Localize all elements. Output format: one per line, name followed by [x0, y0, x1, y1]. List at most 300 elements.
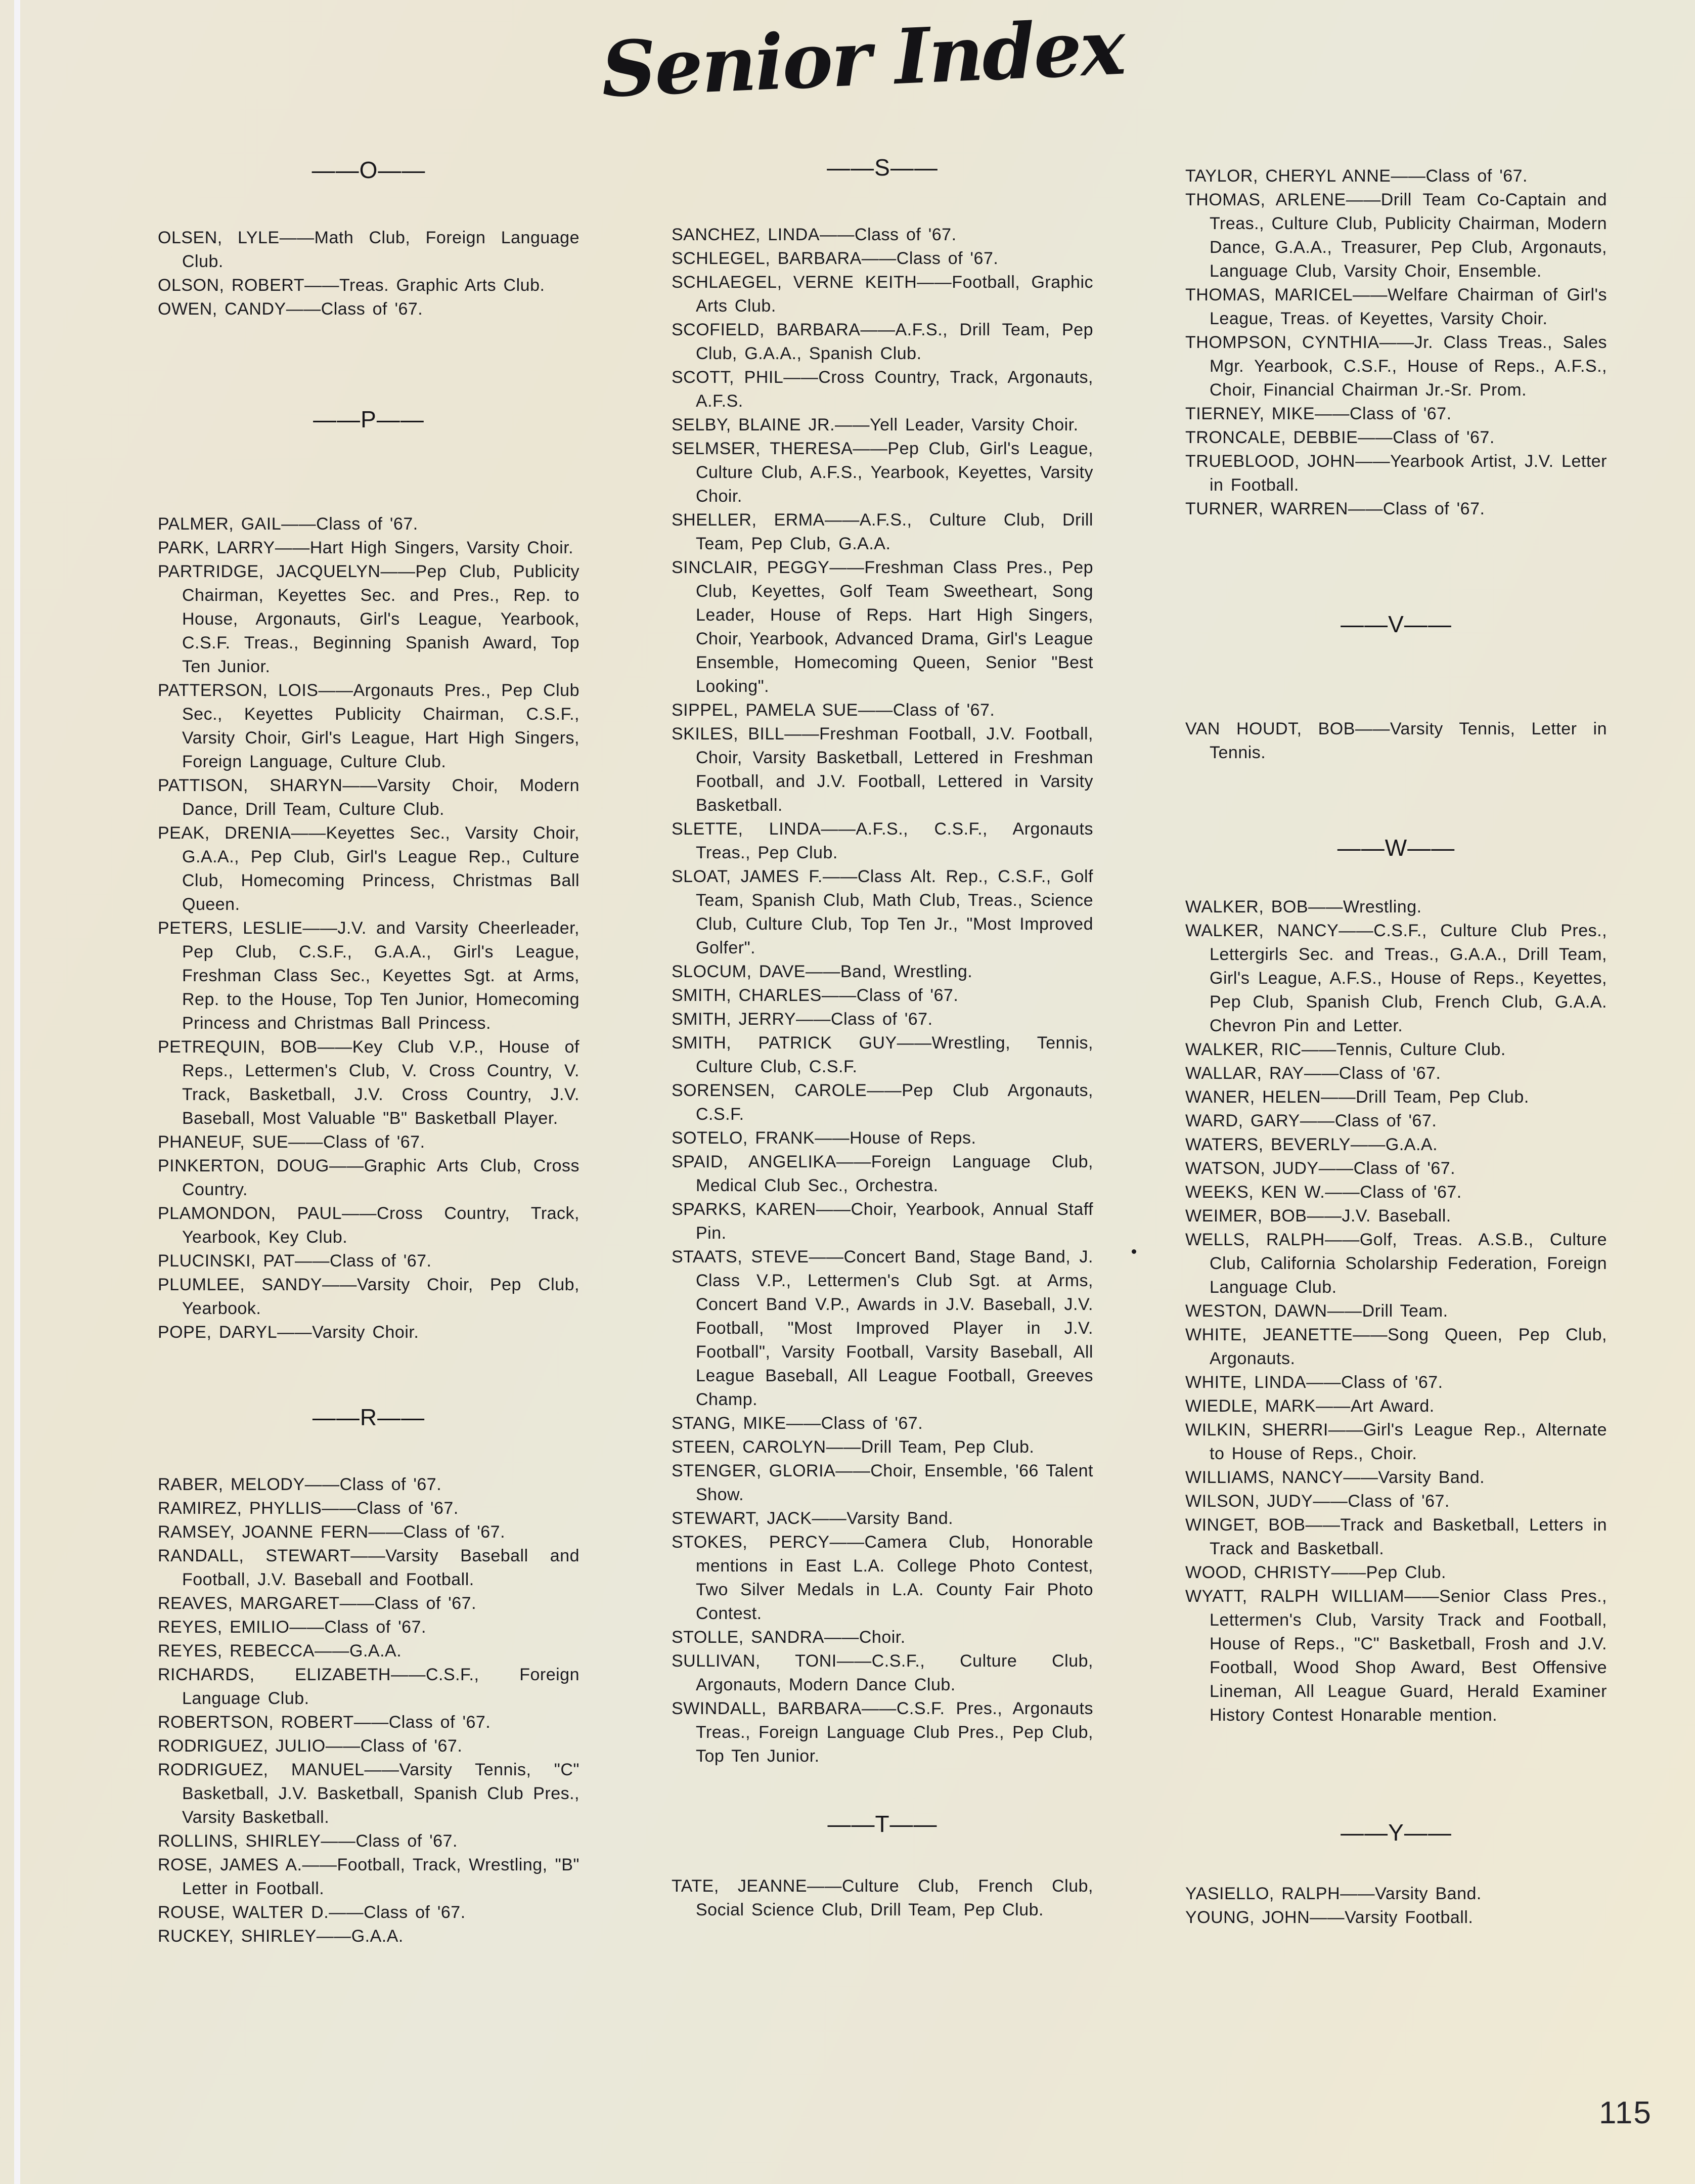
name-activities-separator: ——	[815, 1128, 850, 1148]
header-letter: P	[361, 406, 377, 432]
index-entry	[672, 1031, 1093, 1079]
index-entry	[1185, 1299, 1607, 1323]
entry-activities: Class of '67.	[1341, 1373, 1443, 1392]
section-header-v	[1185, 611, 1607, 637]
index-entry	[158, 1711, 579, 1734]
index-entry	[1185, 331, 1607, 402]
entry-name: YOUNG, JOHN	[1185, 1908, 1310, 1927]
entry-activities: Class of '67.	[374, 1594, 477, 1613]
name-activities-separator: ——	[1308, 897, 1344, 916]
entry-activities: House of Reps.	[850, 1128, 976, 1148]
entry-name: WALKER, RIC	[1185, 1040, 1302, 1059]
index-entry	[158, 297, 579, 321]
entry-name: TURNER, WARREN	[1185, 499, 1348, 518]
header-dash: ——	[1341, 611, 1389, 637]
section-header-y	[1185, 1819, 1607, 1846]
index-entry	[672, 984, 1093, 1008]
entry-name: PATTISON, SHARYN	[158, 776, 343, 795]
name-activities-separator: ——	[1318, 1159, 1354, 1178]
name-activities-separator: ——	[1301, 1040, 1336, 1059]
name-activities-separator: ——	[350, 1546, 386, 1565]
entry-name: SINCLAIR, PEGGY	[672, 558, 830, 577]
entry-activities: Choir, Ensemble, '66 Talent Show.	[696, 1461, 1094, 1504]
entry-activities: Freshman Football, J.V. Football, Choir, Varsity Basketball, Lettered in Freshman Football, and J.V. Football, Lettered in Varsity Basketball.	[696, 724, 1093, 815]
section-header-p	[158, 406, 579, 432]
index-entry	[1185, 1585, 1607, 1727]
entry-activities: Culture Club, French Club, Social Science Club, Drill Team, Pep Club.	[696, 1876, 1093, 1919]
entry-name: SMITH, PATRICK GUY	[672, 1033, 897, 1053]
index-entry	[158, 1592, 579, 1615]
entry-name: RABER, MELODY	[158, 1475, 305, 1494]
entry-name: WYATT, RALPH WILLIAM	[1185, 1587, 1405, 1606]
entry-name: REAVES, MARGARET	[158, 1594, 340, 1613]
entry-activities: Class of '67.	[1350, 404, 1452, 423]
index-entry	[1185, 1038, 1607, 1062]
name-activities-separator: ——	[1339, 921, 1374, 940]
name-activities-separator: ——	[315, 1641, 350, 1661]
entry-activities: Class of '67.	[896, 249, 999, 268]
entry-name: STOLLE, SANDRA	[672, 1628, 824, 1647]
index-entry	[158, 1925, 579, 1948]
entry-activities: Varsity Band.	[1378, 1468, 1485, 1487]
name-activities-separator: ——	[291, 823, 326, 843]
entry-name: WHITE, LINDA	[1185, 1373, 1307, 1392]
header-letter: O	[359, 157, 378, 183]
index-entry	[1185, 1157, 1607, 1181]
index-entry	[158, 1663, 579, 1711]
entry-name: STENGER, GLORIA	[672, 1461, 836, 1480]
header-dash: ——	[1341, 1819, 1389, 1846]
entry-name: SULLIVAN, TONI	[672, 1651, 837, 1671]
entry-activities: Pep Club, Publicity Chairman, Keyettes Sec. and Pres., Rep. to House, Argonauts, Girl's League, Yearbook, C.S.F. Treas., Beginning Spanish Award, Top Ten Junior.	[182, 562, 579, 676]
index-entry	[158, 1249, 579, 1273]
entry-activities: Varsity Choir.	[312, 1323, 419, 1342]
index-entry	[672, 437, 1093, 508]
name-activities-separator: ——	[1340, 1884, 1375, 1903]
name-activities-separator: ——	[1304, 1064, 1339, 1083]
index-entry	[1185, 1882, 1607, 1906]
name-activities-separator: ——	[820, 225, 855, 244]
entry-name: WATERS, BEVERLY	[1185, 1135, 1351, 1154]
entry-name: WEIMER, BOB	[1185, 1206, 1307, 1226]
name-activities-separator: ——	[288, 1132, 323, 1152]
index-entry	[1185, 1906, 1607, 1930]
index-entry	[158, 512, 579, 536]
entry-activities: G.A.A.	[1385, 1135, 1438, 1154]
entry-name: ROLLINS, SHIRLEY	[158, 1831, 321, 1851]
name-activities-separator: ——	[322, 1499, 357, 1518]
entry-activities: Class of '67.	[364, 1903, 466, 1922]
index-entry	[672, 722, 1093, 817]
name-activities-separator: ——	[390, 1665, 426, 1684]
index-entry	[158, 560, 579, 679]
index-entry	[158, 1202, 579, 1249]
entry-activities: Varsity Band.	[1375, 1884, 1482, 1903]
index-entry	[1185, 1490, 1607, 1513]
name-activities-separator: ——	[860, 320, 896, 339]
entry-activities: Class of '67.	[321, 299, 423, 319]
index-column-2	[672, 154, 1093, 1922]
scan-gutter-artifact	[14, 0, 20, 2184]
name-activities-separator: ——	[1315, 1396, 1351, 1416]
header-dash: ——	[1404, 1819, 1452, 1846]
name-activities-separator: ——	[317, 1037, 352, 1057]
name-activities-separator: ——	[821, 819, 856, 839]
entry-name: SELBY, BLAINE JR.	[672, 415, 835, 434]
name-activities-separator: ——	[836, 1152, 871, 1171]
entry-name: ROSE, JAMES A.	[158, 1855, 302, 1874]
name-activities-separator: ——	[380, 562, 416, 581]
entry-name: RODRIGUEZ, MANUEL	[158, 1760, 365, 1779]
entry-name: SLOCUM, DAVE	[672, 962, 806, 981]
entry-activities: Song Queen, Pep Club, Argonauts.	[1210, 1325, 1607, 1368]
name-activities-separator: ——	[316, 1927, 351, 1946]
name-activities-separator: ——	[302, 919, 338, 938]
entry-name: TATE, JEANNE	[672, 1876, 808, 1896]
entry-name: SWINDALL, BARBARA	[672, 1699, 862, 1718]
entry-activities: Class of '67.	[821, 1414, 923, 1433]
entry-activities: Varsity Band.	[846, 1509, 954, 1528]
name-activities-separator: ——	[1307, 1206, 1342, 1226]
entry-activities: Art Award.	[1350, 1396, 1435, 1416]
entry-name: WILLIAMS, NANCY	[1185, 1468, 1344, 1487]
name-activities-separator: ——	[1321, 1087, 1356, 1107]
entry-activities: C.S.F., Foreign Language Club.	[182, 1665, 579, 1708]
entry-name: OLSON, ROBERT	[158, 276, 304, 295]
index-entry	[158, 1544, 579, 1592]
name-activities-separator: ——	[824, 510, 860, 530]
index-entry	[672, 1008, 1093, 1031]
header-letter: Y	[1388, 1819, 1404, 1846]
entry-name: PLUMLEE, SANDY	[158, 1275, 322, 1294]
index-entry	[672, 1198, 1093, 1245]
entry-activities: C.S.F., Culture Club, Argonauts, Modern Dance Club.	[696, 1651, 1093, 1694]
name-activities-separator: ——	[277, 1323, 313, 1342]
entry-name: WARD, GARY	[1185, 1111, 1300, 1130]
entry-activities: Freshman Class Pres., Pep Club, Keyettes, Golf Team Sweetheart, Song Leader, House of Reps. Hart High Singers, Choir, Yearbook, Advanced Drama, Girl's League Ensemble, Homecoming Queen, Senior "Best Looking".	[696, 558, 1094, 696]
entry-name: WILSON, JUDY	[1185, 1492, 1313, 1511]
index-entry	[158, 1758, 579, 1829]
name-activities-separator: ——	[318, 681, 353, 700]
entry-name: PATTERSON, LOIS	[158, 681, 319, 700]
name-activities-separator: ——	[917, 273, 952, 292]
entry-name: TRUEBLOOD, JOHN	[1185, 452, 1356, 471]
name-activities-separator: ——	[861, 249, 897, 268]
entry-name: SOTELO, FRANK	[672, 1128, 815, 1148]
entry-activities: Track and Basketball, Letters in Track and Basketball.	[1210, 1515, 1607, 1558]
entry-name: STEWART, JACK	[672, 1509, 812, 1528]
index-entry	[672, 1507, 1093, 1531]
entry-activities: Class of '67.	[856, 986, 959, 1005]
entry-name: OLSEN, LYLE	[158, 228, 280, 247]
entry-name: WIEDLE, MARK	[1185, 1396, 1316, 1416]
entry-name: VAN HOUDT, BOB	[1185, 719, 1355, 738]
header-dash: ——	[311, 157, 360, 183]
name-activities-separator: ——	[784, 724, 820, 744]
entry-name: PEAK, DRENIA	[158, 823, 291, 843]
entry-name: PINKERTON, DOUG	[158, 1156, 329, 1175]
entry-activities: Treas. Graphic Arts Club.	[339, 276, 545, 295]
entry-name: SLETTE, LINDA	[672, 819, 821, 839]
entry-activities: Class of '67.	[1334, 1111, 1437, 1130]
entry-activities: A.F.S., C.S.F., Argonauts Treas., Pep Club.	[696, 819, 1093, 862]
index-entry	[672, 1626, 1093, 1649]
entry-activities: Football, Graphic Arts Club.	[696, 273, 1094, 316]
name-activities-separator: ——	[1355, 719, 1390, 738]
name-activities-separator: ——	[1355, 452, 1391, 471]
header-letter: R	[360, 1404, 378, 1430]
entry-name: STANG, MIKE	[672, 1414, 786, 1433]
name-activities-separator: ——	[826, 1437, 861, 1457]
index-entry	[158, 1829, 579, 1853]
header-dash: ——	[312, 1404, 360, 1430]
entry-activities: Drill Team, Pep Club.	[861, 1437, 1035, 1457]
entry-name: SLOAT, JAMES F.	[672, 867, 823, 886]
index-entry	[1185, 1181, 1607, 1204]
name-activities-separator: ——	[812, 1509, 847, 1528]
entry-activities: Golf, Treas. A.S.B., Culture Club, California Scholarship Federation, Foreign Language Club.	[1210, 1230, 1607, 1297]
index-entry	[672, 318, 1093, 366]
entry-activities: Class of '67.	[1339, 1064, 1441, 1083]
index-entry	[672, 1697, 1093, 1768]
entry-name: WEEKS, KEN W.	[1185, 1183, 1325, 1202]
page-number: 115	[1599, 2095, 1652, 2130]
name-activities-separator: ——	[1306, 1373, 1342, 1392]
entry-name: WALLAR, RAY	[1185, 1064, 1304, 1083]
name-activities-separator: ——	[858, 701, 893, 720]
entry-name: SCOFIELD, BARBARA	[672, 320, 861, 339]
section-header-s	[672, 154, 1093, 181]
index-entry	[158, 1035, 579, 1130]
entry-name: SORENSEN, CAROLE	[672, 1081, 867, 1100]
entry-activities: Tennis, Culture Club.	[1336, 1040, 1506, 1059]
name-activities-separator: ——	[1343, 1468, 1378, 1487]
entry-name: SHELLER, ERMA	[672, 510, 825, 530]
entry-name: STEEN, CAROLYN	[672, 1437, 826, 1457]
header-dash: ——	[827, 1811, 875, 1837]
header-dash: ——	[378, 157, 426, 183]
entry-activities: Cross Country, Track, Argonauts, A.F.S.	[696, 368, 1093, 411]
entry-name: TIERNEY, MIKE	[1185, 404, 1315, 423]
header-dash: ——	[313, 406, 361, 432]
name-activities-separator: ——	[1315, 404, 1350, 423]
name-activities-separator: ——	[286, 299, 321, 319]
index-entry	[158, 1639, 579, 1663]
index-entry	[1185, 188, 1607, 283]
index-entry	[672, 1531, 1093, 1626]
index-entry	[672, 1079, 1093, 1126]
entry-name: THOMPSON, CYNTHIA	[1185, 333, 1379, 352]
name-activities-separator: ——	[341, 1204, 377, 1223]
name-activities-separator: ——	[835, 415, 870, 434]
index-entry	[1185, 1371, 1607, 1394]
header-dash: ——	[1337, 835, 1385, 861]
entry-name: RICHARDS, ELIZABETH	[158, 1665, 391, 1684]
index-entry	[672, 247, 1093, 271]
name-activities-separator: ——	[1328, 1420, 1363, 1439]
name-activities-separator: ——	[836, 1651, 872, 1671]
section-header-o	[158, 157, 579, 183]
index-entry	[1185, 1109, 1607, 1133]
entry-name: SIPPEL, PAMELA SUE	[672, 701, 858, 720]
name-activities-separator: ——	[807, 1876, 842, 1896]
name-activities-separator: ——	[353, 1713, 389, 1732]
index-entry	[158, 1520, 579, 1544]
entry-name: PETREQUIN, BOB	[158, 1037, 318, 1057]
entry-activities: Math Club, Foreign Language Club.	[182, 228, 579, 271]
index-entry	[672, 1649, 1093, 1697]
header-letter: V	[1388, 611, 1404, 637]
entry-name: RAMIREZ, PHYLLIS	[158, 1499, 322, 1518]
index-entry	[158, 774, 579, 821]
entry-activities: Yell Leader, Varsity Choir.	[870, 415, 1079, 434]
entry-activities: Foreign Language Club, Medical Club Sec., Orchestra.	[696, 1152, 1094, 1195]
entry-activities: Class of '67.	[329, 1251, 432, 1271]
entry-name: PLAMONDON, PAUL	[158, 1204, 342, 1223]
index-column-3	[1185, 164, 1607, 1930]
entry-activities: Pep Club Argonauts, C.S.F.	[696, 1081, 1093, 1124]
entry-name: SMITH, JERRY	[672, 1010, 796, 1029]
index-entry	[672, 271, 1093, 318]
entry-name: WELLS, RALPH	[1185, 1230, 1325, 1249]
index-entry	[1185, 164, 1607, 188]
entry-name: SPAID, ANGELIKA	[672, 1152, 836, 1171]
entry-activities: Key Club V.P., House of Reps., Lettermen's Club, V. Cross Country, V. Track, Basketball, J.V. Cross Country, J.V. Baseball, Most Valuable "B" Basketball Player.	[182, 1037, 579, 1128]
index-entry	[1185, 919, 1607, 1038]
entry-name: SCOTT, PHIL	[672, 368, 784, 387]
entry-name: PARK, LARRY	[158, 538, 275, 557]
entry-activities: Class of '67.	[355, 1831, 458, 1851]
name-activities-separator: ——	[824, 1628, 859, 1647]
index-entry	[672, 508, 1093, 556]
entry-activities: Cross Country, Track, Yearbook, Key Club.	[182, 1204, 579, 1247]
entry-name: YASIELLO, RALPH	[1185, 1884, 1341, 1903]
index-entry	[672, 1459, 1093, 1507]
name-activities-separator: ——	[822, 867, 858, 886]
header-dash: ——	[1404, 611, 1452, 637]
entry-activities: Class of '67.	[360, 1736, 463, 1756]
entry-activities: Yearbook Artist, J.V. Letter in Football.	[1210, 452, 1607, 495]
name-activities-separator: ——	[897, 1033, 932, 1053]
entry-activities: J.V. and Varsity Cheerleader, Pep Club, C.S.F., G.A.A., Girl's League, Freshman Class Sec., Keyettes Sgt. at Arms, Rep. to the House, Top Ten Junior, Homecoming Princess and Christmas Ball Princess.	[182, 919, 579, 1033]
name-activities-separator: ——	[281, 514, 317, 534]
name-activities-separator: ——	[1331, 1563, 1366, 1582]
entry-name: PALMER, GAIL	[158, 514, 282, 534]
index-entry	[1185, 1418, 1607, 1466]
name-activities-separator: ——	[1310, 1908, 1345, 1927]
index-entry	[158, 1615, 579, 1639]
entry-activities: Wrestling, Tennis, Culture Club, C.S.F.	[696, 1033, 1093, 1076]
index-entry	[672, 1245, 1093, 1412]
name-activities-separator: ——	[853, 439, 888, 458]
name-activities-separator: ——	[1379, 333, 1414, 352]
entry-name: ROBERTSON, ROBERT	[158, 1713, 354, 1732]
name-activities-separator: ——	[321, 1831, 356, 1851]
entry-name: WATSON, JUDY	[1185, 1159, 1319, 1178]
index-entry	[672, 1874, 1093, 1922]
entry-name: SKILES, BILL	[672, 724, 785, 744]
entry-activities: Class of '67.	[403, 1522, 506, 1542]
index-entry	[158, 274, 579, 297]
index-entry	[158, 1473, 579, 1497]
entry-name: RODRIGUEZ, JULIO	[158, 1736, 326, 1756]
entry-name: PLUCINSKI, PAT	[158, 1251, 295, 1271]
name-activities-separator: ——	[368, 1522, 404, 1542]
index-entry	[672, 1412, 1093, 1435]
entry-name: OWEN, CANDY	[158, 299, 286, 319]
index-entry	[672, 817, 1093, 865]
entry-activities: Choir.	[859, 1628, 906, 1647]
index-entry	[1185, 1561, 1607, 1585]
header-dash: ——	[827, 154, 875, 181]
index-entry	[158, 536, 579, 560]
name-activities-separator: ——	[329, 1903, 364, 1922]
entry-activities: Varsity Football.	[1345, 1908, 1474, 1927]
entry-activities: Pep Club, Girl's League, Culture Club, A.F.S., Yearbook, Keyettes, Varsity Choir.	[696, 439, 1093, 506]
entry-name: PARTRIDGE, JACQUELYN	[158, 562, 381, 581]
entry-activities: Varsity Tennis, "C" Basketball, J.V. Basketball, Spanish Club Pres., Varsity Basketball.	[182, 1760, 579, 1827]
entry-name: SANCHEZ, LINDA	[672, 225, 820, 244]
index-entry	[672, 1150, 1093, 1198]
index-entry	[672, 1126, 1093, 1150]
entry-activities: Class of '67.	[1348, 1492, 1450, 1511]
entry-activities: Welfare Chairman of Girl's League, Treas. of Keyettes, Varsity Choir.	[1210, 285, 1607, 328]
entry-activities: Pep Club.	[1366, 1563, 1446, 1582]
entry-activities: Senior Class Pres., Lettermen's Club, Varsity Track and Football, House of Reps., "C" Basketball, Frosh and J.V. Football, Wood Shop Award, Best Offensive Lineman, All League Guard, Herald Examiner History Contest Honarable mention.	[1210, 1587, 1607, 1725]
name-activities-separator: ——	[364, 1760, 399, 1779]
entry-name: ROUSE, WALTER D.	[158, 1903, 329, 1922]
entry-name: TRONCALE, DEBBIE	[1185, 428, 1358, 447]
index-entry	[1185, 426, 1607, 450]
name-activities-separator: ——	[342, 776, 378, 795]
entry-name: WALKER, BOB	[1185, 897, 1309, 916]
name-activities-separator: ——	[302, 1855, 337, 1874]
name-activities-separator: ——	[1325, 1183, 1360, 1202]
entry-activities: G.A.A.	[349, 1641, 402, 1661]
entry-name: RANDALL, STEWART	[158, 1546, 351, 1565]
index-entry	[1185, 1394, 1607, 1418]
index-entry	[1185, 1466, 1607, 1490]
entry-name: WESTON, DAWN	[1185, 1301, 1327, 1321]
name-activities-separator: ——	[821, 986, 857, 1005]
index-entry	[672, 223, 1093, 247]
index-entry	[672, 413, 1093, 437]
entry-activities: Class of '67.	[323, 1132, 425, 1152]
entry-activities: Varsity Tennis, Letter in Tennis.	[1210, 719, 1607, 762]
name-activities-separator: ——	[805, 962, 840, 981]
index-entry	[158, 1497, 579, 1520]
name-activities-separator: ——	[1327, 1301, 1362, 1321]
name-activities-separator: ——	[1350, 1135, 1386, 1154]
entry-activities: Choir, Yearbook, Annual Staff Pin.	[696, 1200, 1094, 1243]
index-entry	[1185, 402, 1607, 426]
entry-activities: C.S.F. Pres., Argonauts Treas., Foreign Language Club Pres., Pep Club, Top Ten Junior.	[696, 1699, 1093, 1766]
entry-name: POPE, DARYL	[158, 1323, 278, 1342]
entry-activities: Varsity Choir, Pep Club, Yearbook.	[182, 1275, 579, 1318]
index-entry	[1185, 1062, 1607, 1085]
name-activities-separator: ——	[304, 1475, 340, 1494]
index-entry	[1185, 717, 1607, 765]
page-title: Senior Index	[599, 3, 1126, 115]
entry-activities: Varsity Baseball and Football, J.V. Baseball and Football.	[182, 1546, 579, 1589]
entry-activities: Class of '67.	[1353, 1159, 1456, 1178]
name-activities-separator: ——	[294, 1251, 330, 1271]
section-header-t	[672, 1811, 1093, 1837]
entry-activities: Girl's League Rep., Alternate to House of Reps., Choir.	[1210, 1420, 1607, 1463]
index-entry	[672, 960, 1093, 984]
entry-name: STOKES, PERCY	[672, 1533, 830, 1552]
header-dash: ——	[376, 406, 424, 432]
